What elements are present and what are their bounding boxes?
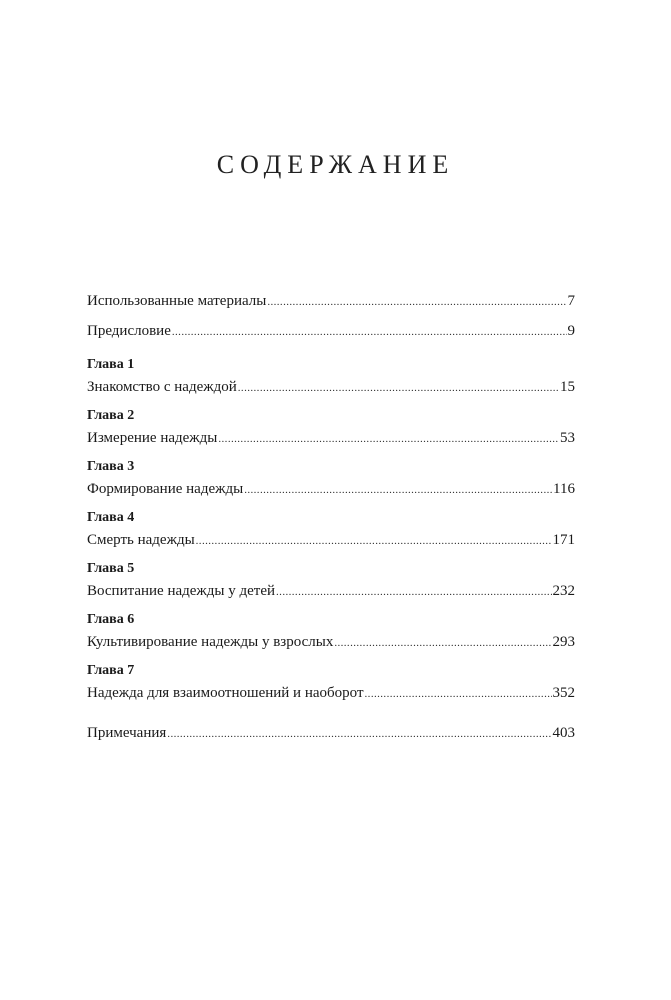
toc-entry-label: Измерение надежды (87, 430, 218, 446)
toc-entry-label: Предисловие (87, 323, 171, 339)
chapter-heading: Глава 3 (87, 459, 135, 474)
toc-entry-label: Надежда для взаимоотношений и наоборот (87, 685, 364, 701)
dot-leader (244, 479, 552, 501)
dot-leader (276, 581, 551, 603)
toc-entry-label: Культивирование надежды у взрослых (87, 634, 334, 650)
toc-entry-page: 15 (560, 379, 575, 395)
toc-entry-page: 7 (567, 293, 575, 309)
toc-entry-page: 232 (552, 583, 575, 599)
toc-entry-chapter-5[interactable] (87, 580, 575, 602)
dot-leader (196, 530, 552, 552)
dot-leader (238, 377, 559, 399)
toc-entry-page: 171 (552, 532, 575, 548)
toc-entry-page: 403 (552, 725, 575, 741)
toc-entry-page: 53 (560, 430, 575, 446)
dot-leader (218, 428, 559, 450)
toc-entry-page: 352 (552, 685, 575, 701)
dot-leader (365, 683, 552, 705)
page-title: СОДЕРЖАНИЕ (216, 150, 455, 179)
chapter-heading: Глава 2 (87, 408, 135, 423)
toc-entry-label: Использованные материалы (87, 293, 267, 309)
toc-entry-page: 293 (552, 634, 575, 650)
toc-entry-chapter-7[interactable] (87, 682, 575, 704)
toc-entry-page: 9 (567, 323, 575, 339)
dot-leader (334, 632, 551, 654)
table-of-contents (87, 290, 575, 744)
toc-entry-preface[interactable] (87, 320, 575, 342)
toc-entry-chapter-4[interactable] (87, 529, 575, 551)
toc-entry-page: 116 (553, 481, 575, 497)
toc-entry-chapter-6[interactable] (87, 631, 575, 653)
toc-entry-label: Смерть надежды (87, 532, 195, 548)
toc-entry-chapter-3[interactable] (87, 478, 575, 500)
toc-entry-label: Знакомство с надеждой (87, 379, 237, 395)
toc-entry-label: Воспитание надежды у детей (87, 583, 276, 599)
toc-entry-chapter-2[interactable] (87, 427, 575, 449)
chapter-heading: Глава 4 (87, 510, 135, 525)
dot-leader (167, 723, 551, 745)
toc-entry-notes[interactable] (87, 722, 575, 744)
dot-leader (172, 321, 567, 343)
chapter-heading: Глава 5 (87, 561, 135, 576)
toc-entry-label: Формирование надежды (87, 481, 244, 497)
toc-entry-sources[interactable] (87, 290, 575, 312)
toc-entry-label: Примечания (87, 725, 167, 741)
chapter-heading: Глава 6 (87, 612, 135, 627)
dot-leader (267, 291, 566, 313)
toc-entry-chapter-1[interactable] (87, 376, 575, 398)
chapter-heading: Глава 7 (87, 663, 135, 678)
chapter-heading: Глава 1 (87, 357, 135, 372)
